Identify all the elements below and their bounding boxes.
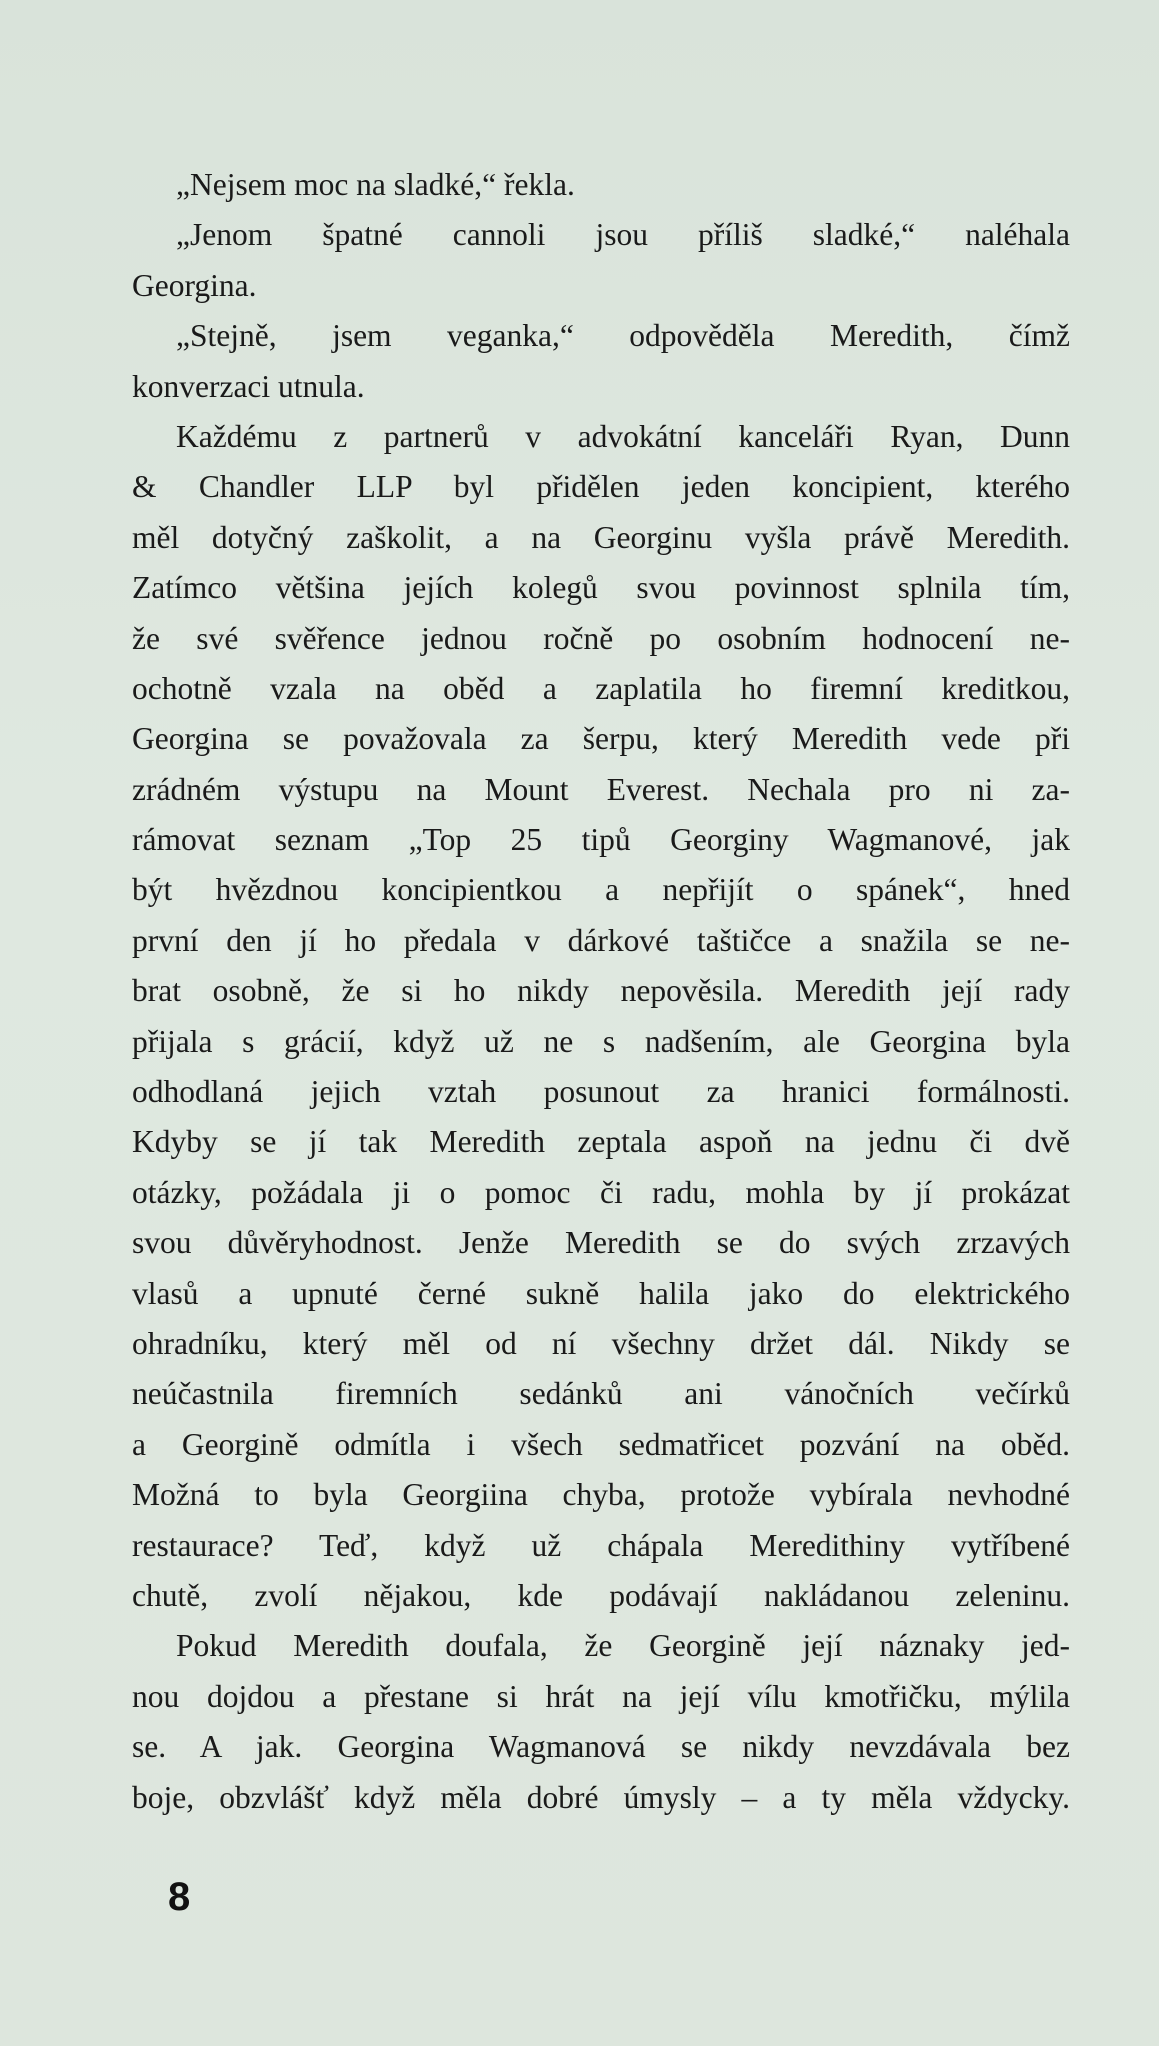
text-line: Georgina. xyxy=(132,267,257,303)
paragraph xyxy=(132,160,1070,210)
text-line: první den jí ho předala v dárkové taštičce a snažila se ne- xyxy=(132,922,1070,958)
text-line: konverzaci utnula. xyxy=(132,368,365,404)
text-line: „Stejně, jsem veganka,“ odpověděla Meredith, čímž xyxy=(176,318,1070,354)
text-line: nou dojdou a přestane si hrát na její vílu kmotřičku, mýlila xyxy=(132,1678,1070,1714)
text-line: Zatímco většina jejích kolegů svou povinnost splnila tím, xyxy=(132,570,1070,606)
text-line: ohradníku, který měl od ní všechny držet dál. Nikdy se xyxy=(132,1325,1070,1361)
text-line: Georgina se považovala za šerpu, který Meredith vede při xyxy=(132,721,1070,757)
text-line: „Jenom špatné cannoli jsou příliš sladké,“ naléhala xyxy=(176,217,1070,253)
text-line: Kdyby se jí tak Meredith zeptala aspoň na jednu či dvě xyxy=(132,1124,1070,1160)
text-line: svou důvěryhodnost. Jenže Meredith se do svých zrzavých xyxy=(132,1225,1070,1261)
text-line: brat osobně, že si ho nikdy nepověsila. Meredith její rady xyxy=(132,973,1070,1009)
paragraph xyxy=(132,210,1070,311)
text-line: měl dotyčný zaškolit, a na Georginu vyšla právě Meredith. xyxy=(132,519,1070,555)
paragraph xyxy=(132,311,1070,412)
text-line: se. A jak. Georgina Wagmanová se nikdy nevzdávala bez xyxy=(132,1729,1070,1765)
text-line: odhodlaná jejich vztah posunout za hranici formálnosti. xyxy=(132,1074,1070,1110)
text-line: „Nejsem moc na sladké,“ řekla. xyxy=(176,167,575,202)
text-line: vlasů a upnuté černé sukně halila jako do elektrického xyxy=(132,1275,1070,1311)
body-text xyxy=(132,160,1070,1823)
paragraph xyxy=(132,412,1070,1621)
text-line: ochotně vzala na oběd a zaplatila ho firemní kreditkou, xyxy=(132,670,1070,706)
text-line: & Chandler LLP byl přidělen jeden koncipient, kterého xyxy=(132,469,1070,505)
text-line: chutě, zvolí nějakou, kde podávají nakládanou zeleninu. xyxy=(132,1577,1070,1613)
text-line: Možná to byla Georgiina chyba, protože vybírala nevhodné xyxy=(132,1477,1070,1513)
text-line: rámovat seznam „Top 25 tipů Georginy Wagmanové, jak xyxy=(132,822,1070,858)
text-line: otázky, požádala ji o pomoc či radu, mohla by jí prokázat xyxy=(132,1174,1070,1210)
text-line: že své svěřence jednou ročně po osobním hodnocení ne- xyxy=(132,620,1070,656)
page-number: 8 xyxy=(168,1875,191,1919)
text-line: boje, obzvlášť když měla dobré úmysly – a ty měla vždycky. xyxy=(132,1779,1070,1815)
text-line: Každému z partnerů v advokátní kanceláři Ryan, Dunn xyxy=(176,418,1070,454)
text-line: přijala s grácií, když už ne s nadšením, ale Georgina byla xyxy=(132,1023,1070,1059)
text-line: být hvězdnou koncipientkou a nepřijít o spánek“, hned xyxy=(132,872,1070,908)
text-line: restaurace? Teď, když už chápala Meredithiny vytříbené xyxy=(132,1527,1070,1563)
text-line: zrádném výstupu na Mount Everest. Nechala pro ni za- xyxy=(132,771,1070,807)
text-line: a Georgině odmítla i všech sedmatřicet pozvání na oběd. xyxy=(132,1426,1070,1462)
text-line: Pokud Meredith doufala, že Georgině její náznaky jed- xyxy=(176,1628,1070,1664)
text-line: neúčastnila firemních sedánků ani vánočních večírků xyxy=(132,1376,1070,1412)
paragraph xyxy=(132,1621,1070,1823)
